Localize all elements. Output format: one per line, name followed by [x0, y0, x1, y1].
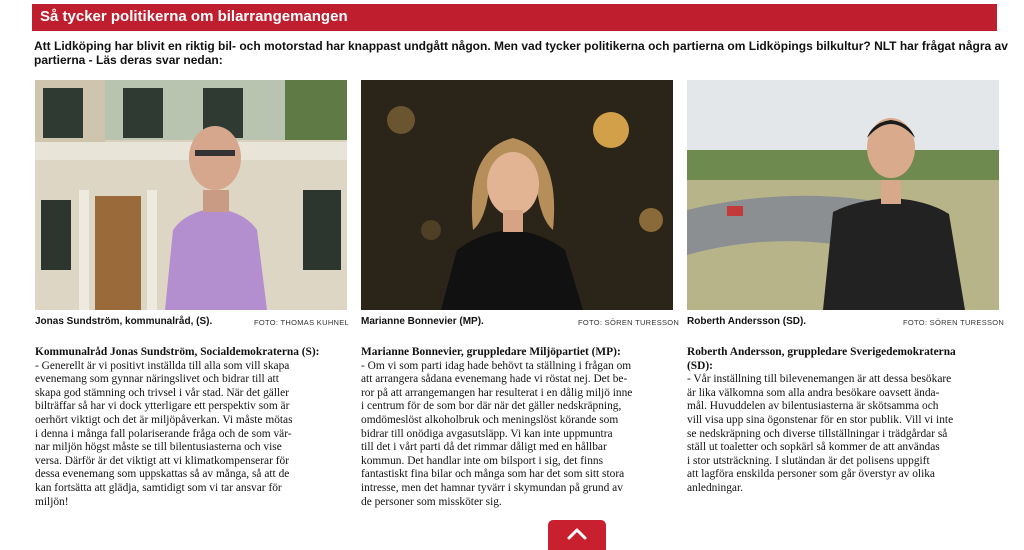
column-body-2: - Om vi som parti idag hade behövt ta ställning i frågan om att arrangera sådana evenemang hade vi röstat nej. Det be- ror på att arrangemangen har resulterat i en dålig miljö inne i centrum för de som bor där när det gäller nedskräpning, omdömeslöst alkoholbruk och meningslöst körande som bidrar till onödiga avgasutsläpp. Vi kan inte uppmuntra till det i vårt parti då det rimmar dåligt med en hållbar kommun. Det handlar inte om bilsport i sig, det finns fantastiskt fina bilar och många som har det som sitt stora intresse, men det hamnar tyvärr i skymundan på grund av de personer som missköter sig. — [361, 359, 633, 508]
photo-credit-3: FOTO: SÖREN TURESSON — [903, 318, 1005, 327]
section-banner — [32, 4, 997, 31]
column-body-1: - Generellt är vi positivt inställda till alla som vill skapa evenemang som gynnar näringslivet och bidrar till att skapa god stämning och trivsel i vår stad. När det gäller bilträffar så har vi dock ytterligare ett perspektiv som är oerhört viktigt och det är miljöpåverkan. Vi måste mötas i denna i många fall polariserande fråga och de som vär- nar miljön högst måste se till bilentusiasterna och vise versa. Därför är det viktigt att vi klimatkompenserar för dessa evenemang som uppskattas så av många, så att de kan fortsätta att glädja, samtidigt som vi tar ansvar för miljön! — [35, 359, 293, 508]
intro-text: Att Lidköping har blivit en riktig bil- och motorstad har knappast undgått någon. Men vad tycker politikerna och partierna om Lidköpings bilkultur? NLT har frågat några av partierna - Läs deras svar nedan: — [34, 39, 1008, 67]
photo-caption-2: Marianne Bonnevier (MP). — [361, 316, 484, 327]
column-body-3: - Vår inställning till bilevenemangen är att dessa besökare är lika välkomna som alla andra besökare oavsett ända- mål. Huvuddelen av bilentusiasterna är skötsamma och vill visa upp sina ögonstenar för en stor publik. Vill vi inte se nedskräpning och diverse tillställningar i trädgårdar så ställ ut toaletter och sopkärl så kommer de att användas i stor utsträckning. I slutändan är det polisens uppgift att lagföra enskilda personer som går överstyr av olika anledningar. — [687, 373, 954, 494]
article-column-3 — [687, 346, 999, 496]
column-heading-2: Marianne Bonnevier, gruppledare Miljöpartiet (MP): — [361, 346, 621, 358]
photo-marianne-bonnevier — [361, 80, 673, 310]
photo-roberth-andersson — [687, 80, 999, 310]
photo-jonas-sundstrom — [35, 80, 347, 310]
column-heading-1: Kommunalråd Jonas Sundström, Socialdemokraterna (S): — [35, 346, 320, 358]
page-title: Så tycker politikerna om bilarrangemangen — [40, 8, 348, 25]
photo-caption-1: Jonas Sundström, kommunalråd, (S). — [35, 316, 213, 327]
photo-credit-2: FOTO: SÖREN TURESSON — [578, 318, 680, 327]
chevron-up-icon — [567, 528, 587, 540]
column-heading-3: Roberth Andersson, gruppledare Sverigedemokraterna (SD): — [687, 346, 956, 372]
photo-caption-3: Roberth Andersson (SD). — [687, 316, 807, 327]
photo-credit-1: FOTO: THOMAS KUHNEL — [254, 318, 350, 327]
scroll-to-top-button[interactable] — [548, 520, 606, 550]
article-column-1 — [35, 346, 347, 509]
article-column-2 — [361, 346, 673, 509]
